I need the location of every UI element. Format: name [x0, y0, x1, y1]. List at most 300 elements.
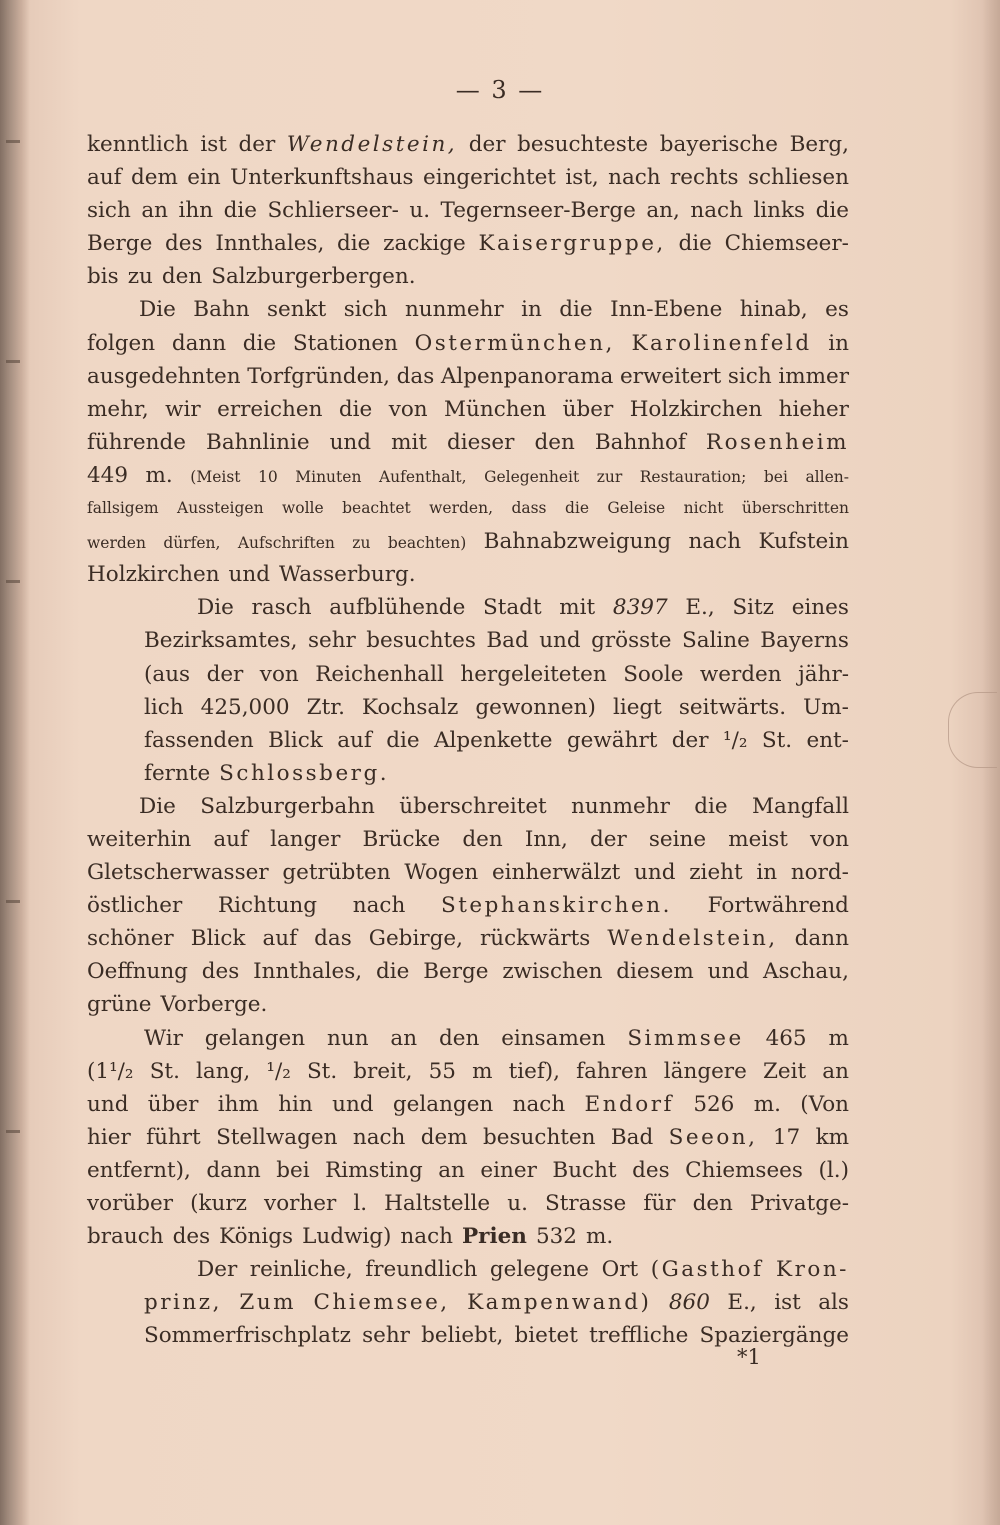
text-line	[87, 293, 849, 326]
word: 425,000	[200, 694, 290, 720]
word: bis	[87, 264, 119, 290]
word: ausgedehnten	[87, 363, 241, 389]
word: E.,	[685, 595, 715, 621]
word: seitwärts.	[678, 694, 787, 720]
word: Innthales,	[253, 959, 363, 985]
word: ihm	[217, 1091, 259, 1117]
word: Salzburgerbergen.	[211, 264, 416, 290]
word: in	[521, 297, 542, 323]
word: Aschau,	[762, 959, 849, 985]
word: von	[810, 826, 849, 852]
word: nunmehr	[571, 793, 670, 819]
word: den	[534, 429, 575, 455]
word: der	[468, 132, 506, 157]
word: zieht	[689, 860, 743, 886]
word: St.	[761, 727, 793, 753]
word: Der	[197, 1257, 238, 1283]
word: fernte	[144, 760, 211, 786]
word: seine	[648, 826, 707, 852]
word: Königs	[219, 1224, 294, 1250]
word: nach	[608, 165, 661, 191]
word: erreichen	[217, 396, 323, 422]
text-line	[87, 889, 849, 922]
word: km	[815, 1124, 849, 1150]
text-line	[87, 492, 849, 525]
word: Simmsee	[627, 1025, 744, 1051]
word: Inn-Ebene	[610, 297, 723, 323]
text-line	[87, 260, 849, 293]
word: nach	[688, 529, 742, 555]
word: Berge	[87, 231, 153, 257]
page-number: — 3 —	[455, 76, 545, 104]
word: breit,	[353, 1058, 413, 1084]
word: dem	[131, 165, 178, 191]
word: erweitert	[619, 363, 722, 389]
word: ein	[187, 165, 221, 191]
word: Stationen	[292, 330, 398, 356]
word: Karolinenfeld	[631, 330, 812, 356]
word: Inn,	[524, 826, 568, 852]
word: Seeon,	[668, 1124, 758, 1150]
word: Minuten	[295, 467, 362, 486]
word: hinab,	[739, 297, 808, 323]
word: Wogen	[404, 860, 479, 886]
text-line	[87, 426, 849, 459]
word: Bezirksamtes,	[144, 628, 298, 654]
word: 17	[772, 1124, 801, 1150]
word: auf	[87, 165, 122, 191]
word: den	[161, 264, 203, 290]
word: aufblühende	[329, 595, 466, 621]
word: entfernt),	[87, 1157, 191, 1183]
word: die	[337, 231, 371, 257]
word: grüne	[87, 992, 152, 1018]
word: den	[462, 826, 503, 852]
word: einsamen	[501, 1025, 606, 1051]
word: Aussteigen	[177, 499, 264, 518]
word: Saline	[681, 628, 750, 654]
word: Chiemsees	[685, 1157, 803, 1183]
word: u.	[409, 198, 431, 224]
word: über	[147, 1091, 199, 1117]
word: nach	[690, 198, 743, 224]
text-line	[87, 591, 849, 624]
word: die	[223, 198, 257, 224]
word: Rosenheim	[705, 429, 849, 455]
word: brauch	[87, 1224, 164, 1250]
word: Haltstelle	[384, 1191, 491, 1216]
word: bei	[763, 467, 788, 486]
text-line	[87, 922, 849, 955]
word: liegt	[612, 694, 662, 720]
word: die	[559, 297, 593, 323]
word: Die	[139, 297, 176, 323]
word: St.	[306, 1058, 338, 1084]
word: weiterhin	[87, 826, 192, 852]
word: Gelegenheit	[484, 467, 580, 486]
word: der	[590, 826, 627, 852]
word: an	[822, 1058, 849, 1084]
word: Stadt	[483, 595, 542, 621]
text-line	[87, 1253, 849, 1286]
page-tab-mark	[948, 692, 997, 768]
word: 10	[258, 467, 278, 486]
word: einherwälzt	[491, 860, 621, 886]
word: dann	[206, 1157, 261, 1183]
word: Ludwig)	[302, 1224, 392, 1250]
word: längere	[663, 1058, 747, 1084]
word: fahren	[576, 1058, 648, 1084]
word: führt	[146, 1124, 201, 1150]
word: Oeffnung	[87, 959, 188, 985]
word: reinliche,	[249, 1257, 353, 1283]
binding-mark	[6, 1130, 20, 1133]
word: ¹/₂	[266, 1058, 291, 1084]
word: Bahnhof	[594, 429, 686, 455]
word: Alpenkette	[434, 727, 553, 753]
word: der	[206, 661, 244, 687]
word: Bucht	[552, 1157, 617, 1183]
text-line	[87, 1055, 849, 1088]
text-line	[87, 757, 849, 790]
word: der	[238, 132, 276, 157]
word: m.	[145, 462, 173, 488]
word: nach	[352, 1124, 406, 1150]
word: des	[165, 231, 203, 257]
text-line	[87, 1220, 849, 1253]
word: Rimsting	[325, 1157, 423, 1183]
text-line	[87, 525, 849, 558]
word: 449	[87, 462, 129, 488]
word: Privatge-	[750, 1191, 849, 1216]
word: Endorf	[584, 1091, 674, 1117]
word: Salzburgerbahn	[200, 793, 375, 819]
word: dann	[171, 330, 227, 356]
word: m.	[753, 1091, 781, 1117]
word: bei	[276, 1157, 310, 1183]
word: und	[332, 1091, 374, 1117]
word: des	[632, 1157, 670, 1183]
word: senkt	[267, 297, 327, 323]
word: und	[329, 429, 372, 455]
word: auf	[337, 727, 372, 753]
word: sich	[727, 363, 772, 389]
word: meist	[728, 826, 788, 852]
word: Stellwagen	[216, 1124, 338, 1150]
word: Bahnabzweigung	[483, 529, 672, 555]
word: Die	[197, 595, 234, 621]
word: werden	[699, 661, 782, 687]
word: schliesen	[747, 165, 849, 191]
word: zu	[127, 264, 153, 290]
word: treffliche	[589, 1323, 689, 1349]
word: hieher	[778, 396, 849, 422]
word: vorüber	[87, 1191, 173, 1216]
word: (kurz	[190, 1191, 247, 1216]
word: dürfen,	[163, 534, 221, 553]
word: Ztr.	[306, 694, 345, 720]
word: folgen	[87, 330, 156, 356]
word: von	[388, 396, 428, 422]
word: dann	[794, 926, 849, 952]
word: Bahn	[193, 297, 250, 323]
word: u.	[507, 1191, 528, 1216]
word: Tegernseer-Berge	[440, 198, 636, 224]
word: Blick	[268, 727, 323, 753]
word: Holzkirchen	[87, 562, 220, 588]
word: lich	[144, 694, 184, 720]
text-line	[87, 691, 849, 724]
text-line	[87, 1088, 849, 1121]
word: ist	[774, 1290, 801, 1316]
signature-mark: *1	[737, 1345, 761, 1369]
word: und	[707, 959, 750, 985]
word: als	[818, 1290, 849, 1316]
word: langer	[270, 826, 341, 852]
text-line	[87, 459, 849, 492]
text-line	[87, 1187, 849, 1220]
word: vorher	[264, 1191, 337, 1216]
word: gewonnen)	[475, 694, 596, 720]
word: überschreitet	[399, 793, 547, 819]
word: Alpenpanorama	[440, 363, 614, 389]
word: prinz,	[144, 1290, 222, 1316]
word: mit	[559, 595, 596, 621]
text-line	[87, 161, 849, 194]
word: mehr,	[87, 396, 149, 422]
text-line	[87, 1121, 849, 1154]
text-line	[87, 790, 849, 823]
word: das	[314, 926, 352, 952]
word: Sitz	[732, 595, 774, 621]
word: die	[242, 330, 277, 356]
word: Mangfall	[751, 793, 849, 819]
text-line	[87, 624, 849, 657]
word: der	[671, 727, 709, 753]
binding-mark	[6, 580, 20, 583]
word: E.,	[727, 1290, 757, 1316]
word: jähr-	[798, 661, 849, 687]
word: ihn	[178, 198, 214, 224]
binding-mark	[6, 360, 20, 363]
word: werden,	[429, 499, 494, 518]
word: (Meist	[190, 467, 241, 486]
word: hin	[278, 1091, 313, 1117]
word: Berg,	[789, 132, 849, 157]
word: einer	[480, 1157, 537, 1183]
word: Bahnlinie	[206, 429, 310, 455]
word: und	[228, 562, 271, 588]
word: des	[201, 959, 240, 985]
word: Holzkirchen	[629, 396, 763, 422]
word: nach	[352, 893, 406, 919]
word: die	[386, 727, 420, 753]
text-line	[87, 1319, 849, 1352]
word: nunmehr	[404, 297, 504, 323]
word: beachten)	[387, 534, 467, 553]
word: Stephanskirchen.	[441, 893, 672, 919]
word: gelegene	[489, 1257, 590, 1283]
word: Geleise	[607, 499, 666, 518]
word: l.	[353, 1191, 368, 1216]
word: zwischen	[502, 959, 603, 985]
word: an	[390, 1025, 418, 1051]
word: nach	[400, 1224, 453, 1250]
word: überschritten	[741, 499, 849, 518]
word: beliebt,	[421, 1323, 504, 1349]
word: an,	[646, 198, 680, 224]
text-line	[87, 227, 849, 260]
word: zackige	[383, 231, 466, 257]
text-line	[87, 1286, 849, 1319]
text-line	[87, 1022, 849, 1055]
binding-mark	[6, 900, 20, 903]
word: Wir	[144, 1025, 183, 1051]
word: und	[87, 1091, 129, 1117]
word: Vorberge.	[160, 992, 268, 1018]
word: rechts	[670, 165, 739, 191]
word: Berge	[423, 959, 489, 985]
word: Ostermünchen,	[414, 330, 615, 356]
word: kenntlich	[87, 132, 189, 157]
word: werden	[87, 534, 146, 553]
word: Kochsalz	[362, 694, 459, 720]
word: Bad	[610, 1124, 654, 1150]
word: nicht	[683, 499, 724, 518]
word: besuchteste	[517, 132, 649, 157]
word: (Gasthof	[650, 1257, 764, 1283]
word: Chiemsee,	[313, 1290, 450, 1316]
word: die	[815, 198, 849, 224]
word: München	[444, 396, 547, 422]
text-line	[87, 327, 849, 360]
word: eingerichtet	[422, 165, 556, 191]
word: 526	[693, 1091, 735, 1117]
word: ¹/₂	[722, 727, 748, 753]
binding-mark	[6, 140, 20, 143]
word: Torfgründen,	[247, 363, 390, 389]
word: St.	[149, 1058, 180, 1084]
word: sich	[343, 297, 388, 323]
word: grösste	[591, 628, 672, 654]
word: bietet	[514, 1323, 578, 1349]
word: (aus	[144, 661, 191, 687]
word: Brücke	[362, 826, 441, 852]
word: die	[678, 231, 712, 257]
word: Um-	[803, 694, 849, 720]
text-line	[87, 988, 849, 1021]
word: hier	[87, 1124, 131, 1150]
word: Gletscherwasser	[87, 860, 269, 886]
word: in	[828, 330, 849, 356]
word: auf	[213, 826, 248, 852]
word: dieser	[447, 429, 515, 455]
word: ist	[200, 132, 227, 157]
word: gewährt	[566, 727, 658, 753]
word: östlicher	[87, 893, 183, 919]
text-line	[87, 955, 849, 988]
word: freundlich	[365, 1257, 478, 1283]
word: Innthales,	[215, 231, 325, 257]
word: Gebirge,	[368, 926, 463, 952]
word: den	[692, 1191, 733, 1216]
word: die	[564, 499, 589, 518]
word: Aufenthalt,	[378, 467, 467, 486]
word: (l.)	[818, 1157, 849, 1183]
word: wolle	[281, 499, 324, 518]
word: Kaisergruppe,	[478, 231, 666, 257]
word: Sommerfrischplatz	[144, 1323, 351, 1349]
word: (1¹/₂	[87, 1058, 134, 1084]
text-line	[87, 1154, 849, 1187]
word: m	[828, 1025, 849, 1051]
word: Kufstein	[758, 529, 849, 555]
word: m.	[586, 1224, 614, 1250]
word: beachtet	[342, 499, 411, 518]
word: ent-	[806, 727, 849, 753]
word: die	[694, 793, 728, 819]
word: Chiemseer-	[724, 231, 849, 257]
word: Reichenhall	[315, 661, 444, 687]
word: dem	[420, 1124, 468, 1150]
word: besuchten	[483, 1124, 596, 1150]
word: Fortwährend	[707, 893, 849, 919]
word: die	[375, 959, 410, 985]
word: Kampenwand)	[467, 1290, 652, 1316]
word: Aufschriften	[237, 534, 335, 553]
word: Wasserburg.	[279, 562, 416, 588]
word: besuchtes	[366, 628, 476, 654]
word: bayerische	[659, 132, 778, 157]
word: nun	[327, 1025, 369, 1051]
word: rückwärts	[479, 926, 591, 952]
word: Kron-	[776, 1257, 849, 1283]
word: sehr	[307, 628, 356, 654]
text-line	[87, 558, 849, 591]
word: und	[539, 628, 581, 654]
text-line	[87, 724, 849, 757]
text-line	[87, 823, 849, 856]
word: Zum	[239, 1290, 297, 1316]
word: den	[438, 1025, 480, 1051]
word: Wendelstein,	[286, 132, 458, 157]
word: gelangen	[392, 1091, 494, 1117]
word: führende	[87, 429, 186, 455]
body-text	[87, 128, 849, 1352]
word: allen-	[805, 467, 849, 486]
word: dass	[511, 499, 547, 518]
word: 8397	[612, 595, 668, 621]
word: Ort	[601, 1257, 639, 1283]
word: zu	[352, 534, 371, 553]
word: mit	[391, 429, 427, 455]
book-binding-edge	[0, 0, 30, 1525]
word: nord-	[790, 860, 849, 886]
word: des	[172, 1224, 211, 1250]
word: Richtung	[217, 893, 318, 919]
word: getrübten	[282, 860, 391, 886]
text-line	[87, 658, 849, 691]
word: Bayerns	[760, 628, 849, 654]
word: ist,	[565, 165, 599, 191]
word: Blick	[190, 926, 246, 952]
word: 55	[428, 1058, 456, 1084]
word: über	[562, 396, 614, 422]
word: fallsigem	[87, 499, 159, 518]
word: 532	[535, 1224, 577, 1250]
word: das	[396, 363, 435, 389]
word: von	[259, 661, 299, 687]
